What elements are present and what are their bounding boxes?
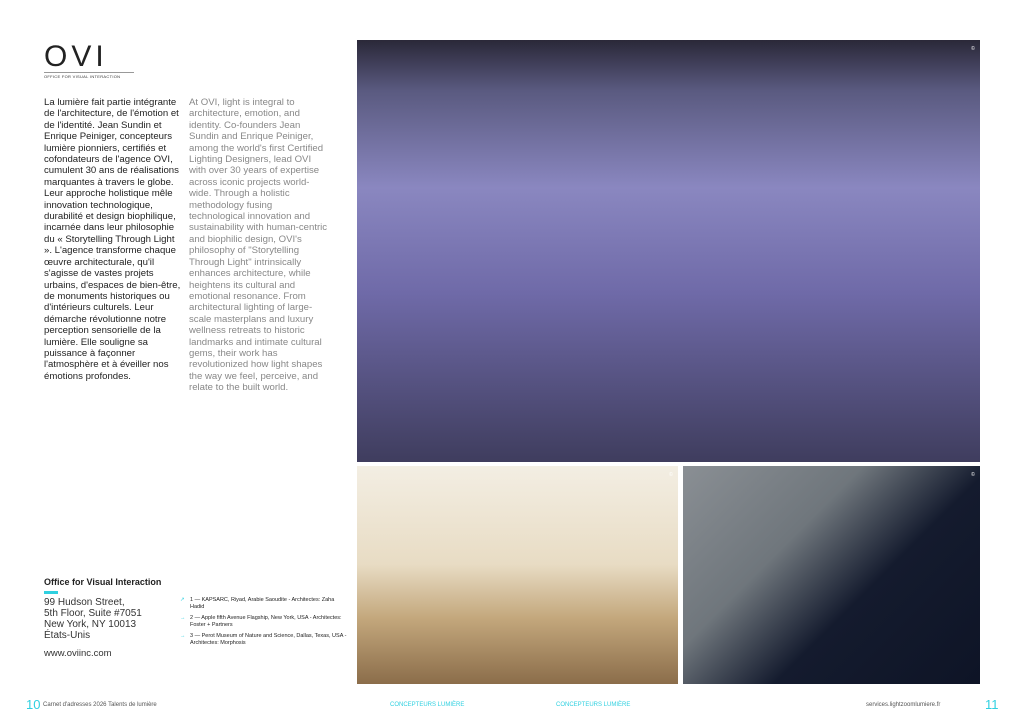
footer-section-left: CONCEPTEURS LUMIÈRE <box>390 702 465 708</box>
text-english: At OVI, light is integral to architecture, emotion, and identity. Co-founders Jean Sundin and Enrique Peiniger, among the world's first Certified Lighting Designers, lead OVI with over 30 years of expertise across iconic projects world-wide. Through a holistic methodology fusing technological innovation and sustainability with human-centric and biophilic design, OVI's philosophy of "Storytelling Through Light" intrinsically enhances architecture, while heightens its cultural and emotional resonance. From architectural lighting of large-scale masterplans and luxury wellness retreats to historic landmarks and intimate cultural gems, their work has revolutionized how light shapes the way we feel, perceive, and relate to the built world. <box>189 97 328 394</box>
caption-text: 2 — Apple fifth Avenue Flagship, New York, USA - Architectes: Foster + Partners <box>190 615 342 628</box>
page-number-right: 11 <box>985 697 999 712</box>
arrow-icon: → <box>180 615 186 621</box>
arrow-icon: → <box>180 633 186 639</box>
footer-section-right: CONCEPTEURS LUMIÈRE <box>556 702 631 708</box>
logo-subtitle: OFFICE FOR VISUAL INTERACTION <box>44 72 134 79</box>
photo-apple-fifth-avenue <box>357 466 678 684</box>
contact-block <box>44 577 194 659</box>
footer-right-text[interactable]: services.lightzoomlumiere.fr <box>866 702 941 708</box>
footer-left-text: Carnet d'adresses 2026 Talents de lumière <box>43 702 157 708</box>
photo-kapsarc <box>357 40 980 462</box>
address-line: New York, NY 10013 <box>44 619 137 630</box>
address-line: 99 Hudson Street, <box>44 597 125 608</box>
photo-captions <box>180 597 350 651</box>
website-link[interactable]: www.oviinc.com <box>44 648 112 659</box>
accent-bar <box>44 591 58 594</box>
photo-perot-museum <box>683 466 980 684</box>
caption-item <box>180 633 350 646</box>
photo-credit: © <box>668 472 674 478</box>
text-french: La lumière fait partie intégrante de l'architecture, de l'émotion et de l'identité. Jean Sundin et Enrique Peiniger, concepteurs lumière pionniers, certifiés et cofondateurs de l'agence OVI, cumulent 30 ans de réalisations marquantes à travers le globe. Leur approche holistique mêle innovation technologique, durabilité et design biophilique, incarnée dans leur philosophie du « Storytelling Through Light ». L'agence transforme chaque œuvre architecturale, qu'il s'agisse de vastes projets urbains, d'espaces de bien-être, de monuments historiques ou d'intérieurs culturels. Leur démarche révolutionne notre perception sensorielle de la lumière. Elle souligne sa puissance à façonner l'atmosphère et à éveiller nos émotions profondes. <box>44 97 181 382</box>
address-line: 5th Floor, Suite #7051 <box>44 608 142 619</box>
caption-text: 1 — KAPSARC, Riyad, Arabie Saoudite - Architectes: Zaha Hadid <box>190 597 335 610</box>
photo-credit: © <box>970 472 976 478</box>
arrow-icon: ↗ <box>180 597 185 603</box>
contact-name: Office for Visual Interaction <box>44 577 162 587</box>
ovi-logo <box>44 40 134 79</box>
address-line: États-Unis <box>44 630 91 641</box>
caption-item <box>180 615 350 628</box>
photo-credit: © <box>970 46 976 52</box>
caption-item <box>180 597 350 610</box>
logo-mark: OVI <box>44 40 108 73</box>
address <box>44 597 194 641</box>
caption-text: 3 — Perot Museum of Nature and Science, Dallas, Texas, USA - Architectes: Morphosis <box>190 633 347 646</box>
page-number-left: 10 <box>26 697 41 712</box>
